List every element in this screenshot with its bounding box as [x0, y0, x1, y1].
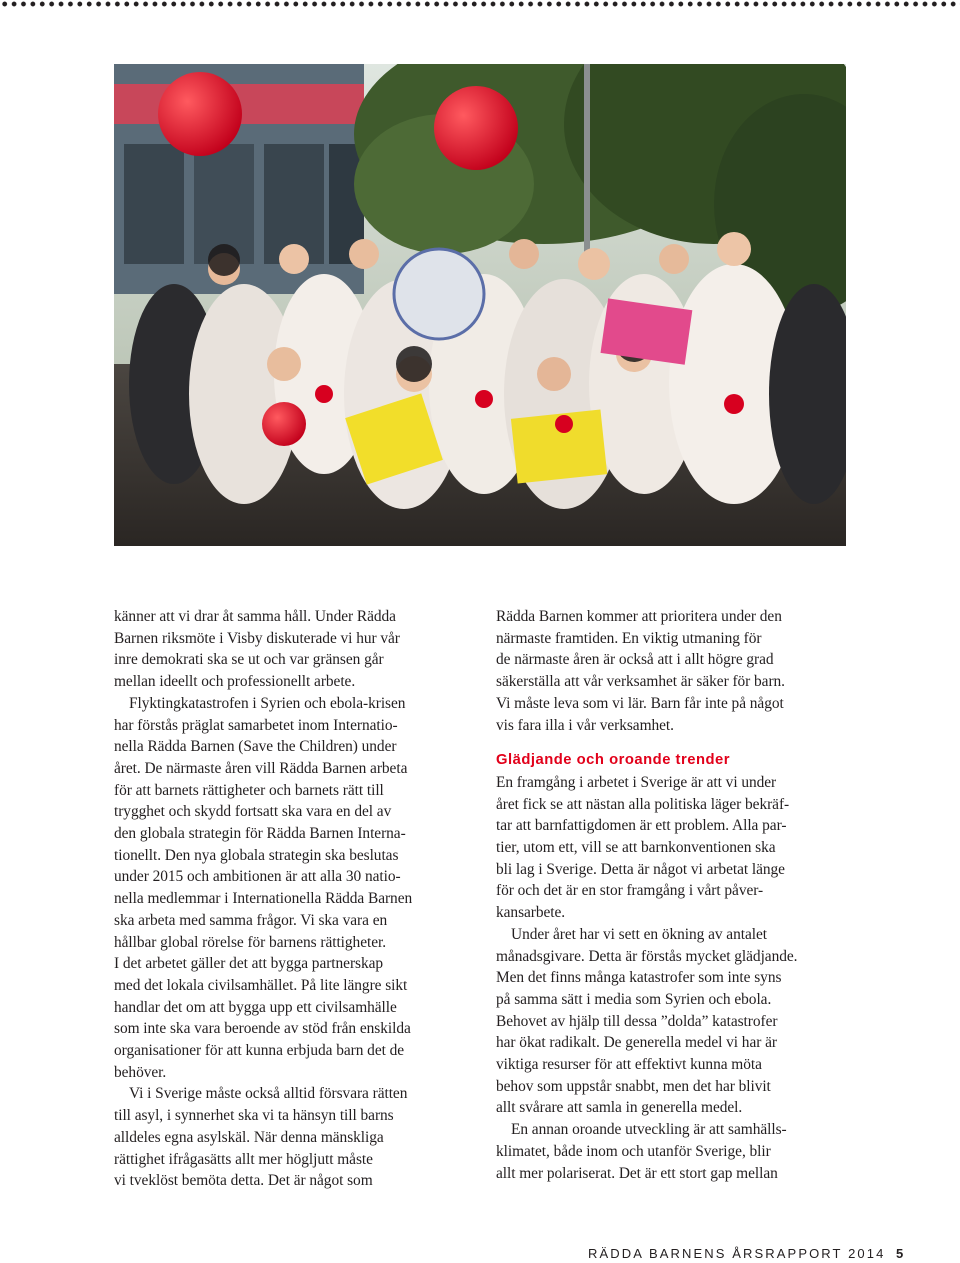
body-paragraph: En framgång i arbetet i Sverige är att vi under året fick se att nästan alla politiska läger bekräf- tar att barnfattigdomen är ett problem. Alla par- tier, utom ett, vill se att barnkonventionen ska bli lag i Sverige. Detta är något vi arbetat länge för och det är en stor framgång i vårt påver- kansarbete. — [496, 773, 790, 922]
body-paragraph: Vi i Sverige måste också alltid försvara rätten till asyl, i synnerhet ska vi ta hänsyn till barns alldeles egna asylskäl. När denna mänskliga rättighet ifrågasätts allt mer högljutt måste vi tveklöst bemöta detta. Det är något som — [114, 1085, 408, 1190]
body-paragraph: En annan oroande utveckling är att samhälls- klimatet, både inom och utanför Sverige, blir allt mer polariserat. Det är ett stort gap mellan — [496, 1121, 787, 1182]
body-paragraph: Under året har vi sett en ökning av antalet månadsgivare. Detta är förstås mycket glädjande. Men det finns många katastrofer som inte syns på samma sätt i media som Syrien och ebola. Behovet av hjälp till dessa ”dolda” katastrofer har ökat radikalt. De generella medel vi har är viktiga resurser för att effektivt kunna möta behov som uppstår snabbt, men det har blivit allt svårare att samla in generella medel. — [496, 925, 798, 1117]
body-paragraph: Flyktingkatastrofen i Syrien och ebola-krisen har förstås präglat samarbetet inom Internatio- nella Rädda Barnen (Save the Children) under året. De närmaste åren vill Rädda Barnen arbeta för att barnets rättigheter och barnets rätt till trygghet och skydd fortsatt ska vara en del av den globala strategin för Rädda Barnen Interna- tionellt. Den nya globala strategin ska beslutas under 2015 och ambitionen är att alla 30 natio- nella medlemmar i Internationella Rädda Barnen ska arbeta med samma frågor. Vi ska vara en hållbar global rörelse för barnens rättigheter. I det arbetet gäller det att bygga partnerskap med det lokala civilsamhället. På lite längre sikt handlar det om att bygga upp ett civilsamhälle som inte ska vara beroende av stöd från enskilda organisationer för att kunna erbjuda barn det de behöver. — [114, 694, 413, 1081]
top-dotted-border — [0, 0, 960, 10]
body-paragraph: känner att vi drar åt samma håll. Under Rädda Barnen riksmöte i Visby diskuterade vi hur vår inre demokrati ska se ut och var gränsen går mellan ideellt och professionellt arbete. — [114, 608, 400, 691]
photo-image — [114, 64, 846, 546]
right-text-column — [496, 606, 848, 1184]
left-text-column — [114, 606, 466, 1192]
publication-title: RÄDDA BARNENS ÅRSRAPPORT 2014 — [588, 1246, 886, 1261]
section-subheading: Glädjande och oroande trender — [496, 752, 731, 769]
body-paragraph: Rädda Barnen kommer att prioritera under den närmaste framtiden. En viktig utmaning för de närmaste åren är också att i allt högre grad säkerställa att vår verksamhet är säker för barn. Vi måste leva som vi lär. Barn får inte på något vis fara illa i vår verksamhet. — [496, 608, 785, 734]
page-number: 5 — [896, 1246, 904, 1261]
event-photo — [114, 64, 846, 546]
